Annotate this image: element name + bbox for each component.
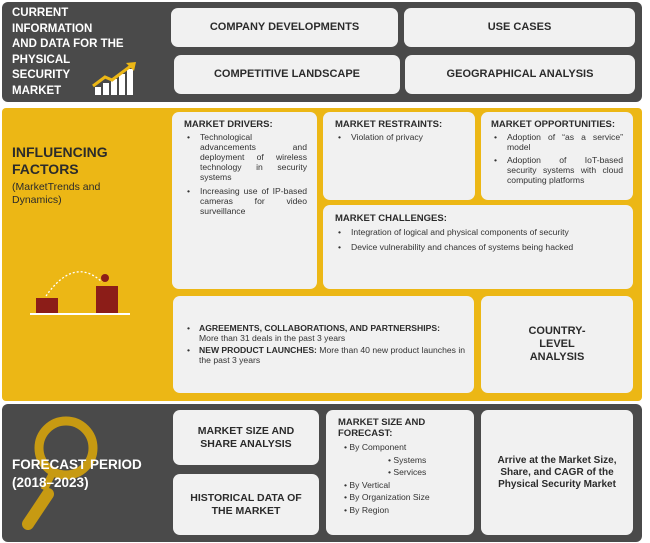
competitive-landscape-box: [174, 55, 400, 94]
list-item: • Violation of privacy: [335, 132, 465, 142]
influencing-factors-title: [12, 144, 108, 178]
list-item: • By Region: [344, 504, 390, 515]
rising-chart-icon: [92, 60, 140, 96]
market-restraints-box: [323, 112, 475, 200]
use-cases-box: [404, 8, 635, 47]
forecast-period-label: FORECAST PERIOD: [12, 457, 142, 472]
arrive-at-market-size-label: Arrive at the Market Size, Share, and CAGR of the Physical Security Market: [497, 454, 617, 490]
list-item-label: By Organization Size: [349, 492, 430, 502]
heading-line: FORECAST:: [338, 428, 393, 439]
title-line: PHYSICAL: [12, 53, 71, 66]
subtitle-line: (MarketTrends and: [12, 181, 101, 193]
market-opportunities-list: [491, 132, 623, 185]
geographical-analysis-label: GEOGRAPHICAL ANALYSIS: [446, 68, 594, 80]
heading-line: MARKET SIZE AND: [338, 417, 426, 428]
list-item: • Technological advancements and deployment of wireless technology in security systems: [184, 132, 307, 182]
arrive-at-market-size-box: [481, 410, 633, 535]
market-opportunities-heading: MARKET OPPORTUNITIES:: [491, 119, 616, 130]
market-size-share-box: [173, 410, 319, 465]
country-level-analysis-label: COUNTRY-LEVEL ANALYSIS: [528, 325, 586, 363]
market-restraints-heading: MARKET RESTRAINTS:: [335, 119, 443, 130]
influencing-factors-subtitle: [12, 181, 100, 207]
title-line: SECURITY: [12, 69, 71, 81]
market-size-forecast-heading: [338, 417, 466, 439]
list-item-label: By Vertical: [349, 479, 391, 490]
historical-data-label: HISTORICAL DATA OF THE MARKET: [190, 491, 302, 517]
sub-list-item-label: Systems: [393, 454, 427, 465]
list-item: • Increasing use of IP-based cameras for video surveillance: [184, 186, 307, 216]
developments-summary-box: [173, 296, 474, 393]
product-launches-text: More than 40 new product launches in the past 3 years: [199, 345, 466, 365]
list-item: • Adoption of “as a service” model: [491, 132, 623, 152]
market-drivers-heading: MARKET DRIVERS:: [184, 119, 273, 130]
segmentation-list: [338, 441, 466, 516]
subtitle-line: Dynamics): [12, 194, 62, 206]
bullet: •: [187, 323, 191, 333]
market-challenges-box: [323, 205, 633, 289]
agreements-text: More than 31 deals in the past 3 years: [199, 333, 346, 343]
company-developments-label: COMPANY DEVELOPMENTS: [209, 21, 360, 33]
bullet: •: [187, 345, 191, 355]
agreements-label: AGREEMENTS, COLLABORATIONS, AND PARTNERSHIPS:: [199, 323, 440, 333]
historical-data-box: [173, 474, 319, 535]
list-item: • Device vulnerability and chances of systems being hacked: [335, 242, 623, 252]
market-drivers-list: [184, 132, 307, 216]
title-line: INFLUENCING: [12, 144, 108, 160]
forecast-period-title: [12, 456, 142, 492]
list-item: • By Vertical: [344, 479, 391, 490]
market-restraints-list: [335, 132, 465, 142]
country-level-analysis-box: [481, 296, 633, 393]
title-line: FACTORS: [12, 161, 79, 177]
market-size-forecast-box: [326, 410, 474, 535]
market-opportunities-box: [481, 112, 633, 200]
list-item-label: By Region: [349, 504, 390, 515]
company-developments-box: [171, 8, 398, 47]
market-challenges-list: [335, 227, 623, 252]
list-item: • Adoption of IoT-based security systems with cloud computing platforms: [491, 155, 623, 185]
sub-list-item: • Systems: [388, 454, 427, 465]
product-launches-entry: [187, 345, 466, 365]
market-drivers-box: [172, 112, 317, 289]
use-cases-label: USE CASES: [487, 21, 552, 33]
sub-list-item: • Services: [388, 467, 427, 477]
competitive-landscape-label: COMPETITIVE LANDSCAPE: [213, 68, 361, 80]
sub-list-item-label: Services: [393, 467, 427, 477]
list-item: • By Component: [344, 442, 407, 452]
market-challenges-heading: MARKET CHALLENGES:: [335, 213, 447, 224]
market-size-share-label: MARKET SIZE AND SHARE ANALYSIS: [197, 424, 295, 450]
title-line: INFORMATION: [12, 22, 93, 35]
product-launches-label: NEW PRODUCT LAUNCHES:: [199, 345, 317, 355]
agreements-entry: [187, 323, 466, 343]
title-line: MARKET: [12, 84, 62, 97]
forecast-years: (2018–2023): [12, 475, 89, 490]
list-item: • Integration of logical and physical components of security: [335, 227, 623, 237]
comparison-bars-icon: [30, 262, 130, 318]
list-item: • By Organization Size: [344, 492, 430, 502]
list-item-label: By Component: [349, 442, 407, 452]
title-line: AND DATA FOR THE: [12, 38, 124, 50]
title-line: CURRENT: [12, 7, 69, 19]
geographical-analysis-box: [405, 55, 635, 94]
